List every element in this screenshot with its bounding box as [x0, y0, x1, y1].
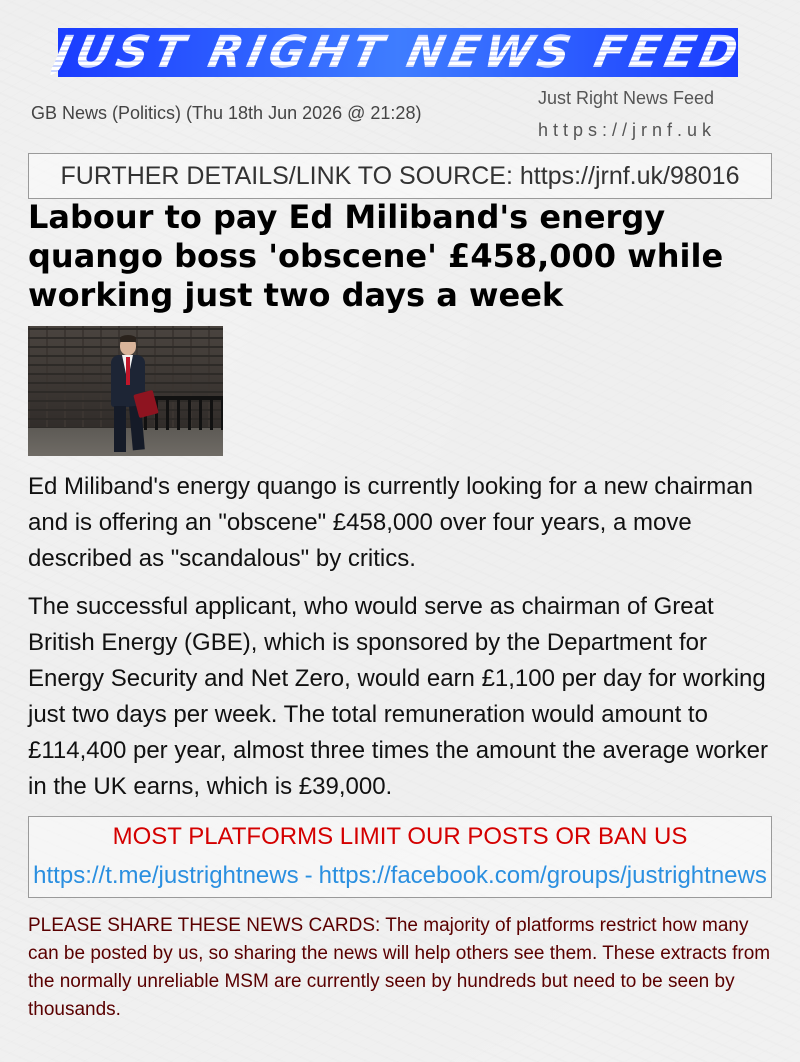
facebook-link[interactable]: https://facebook.com/groups/justrightnews	[318, 862, 767, 889]
source-link-url[interactable]: https://jrnf.uk/98016	[519, 161, 740, 190]
platform-notice-box	[28, 816, 772, 898]
article-paragraph: The successful applicant, who would serve as chairman of Great British Energy (GBE), which is sponsored by the Department for Energy Security and Net Zero, would earn £1,100 per day for working just two days per week. The total remuneration would amount to £114,400 per year, almost three times the amount the average worker in the UK earns, which is £39,000.	[28, 593, 768, 800]
site-banner	[49, 27, 747, 78]
article-paragraph: Ed Miliband's energy quango is currently looking for a new chairman and is offering an "obscene" £458,000 over four years, a move described as "scandalous" by critics.	[28, 473, 753, 572]
platform-warning: MOST PLATFORMS LIMIT OUR POSTS OR BAN US	[112, 823, 688, 850]
platform-links	[29, 862, 771, 890]
brand-name: Just Right News Feed	[538, 88, 715, 108]
source-and-timestamp: GB News (Politics) (Thu 18th Jun 2026 @ 21:28)	[31, 103, 422, 123]
article-headline: Labour to pay Ed Miliband's energy quango boss 'obscene' £458,000 while working just two days a week	[28, 198, 724, 314]
source-link-label: FURTHER DETAILS/LINK TO SOURCE:	[60, 161, 513, 190]
telegram-link[interactable]: https://t.me/justrightnews	[33, 862, 299, 889]
brand-url[interactable]: https://jrnf.uk	[538, 120, 717, 140]
source-link-box	[28, 153, 772, 199]
link-separator: -	[304, 862, 313, 889]
article-photo	[28, 326, 223, 456]
share-note: PLEASE SHARE THESE NEWS CARDS: The majority of platforms restrict how many can be posted by us, so sharing the news will help others see them. These extracts from the normally unreliable MSM are currently seen by hundreds but need to be seen by thousands.	[28, 915, 771, 1020]
banner-title: JUST RIGHT NEWS FEED	[49, 27, 747, 78]
